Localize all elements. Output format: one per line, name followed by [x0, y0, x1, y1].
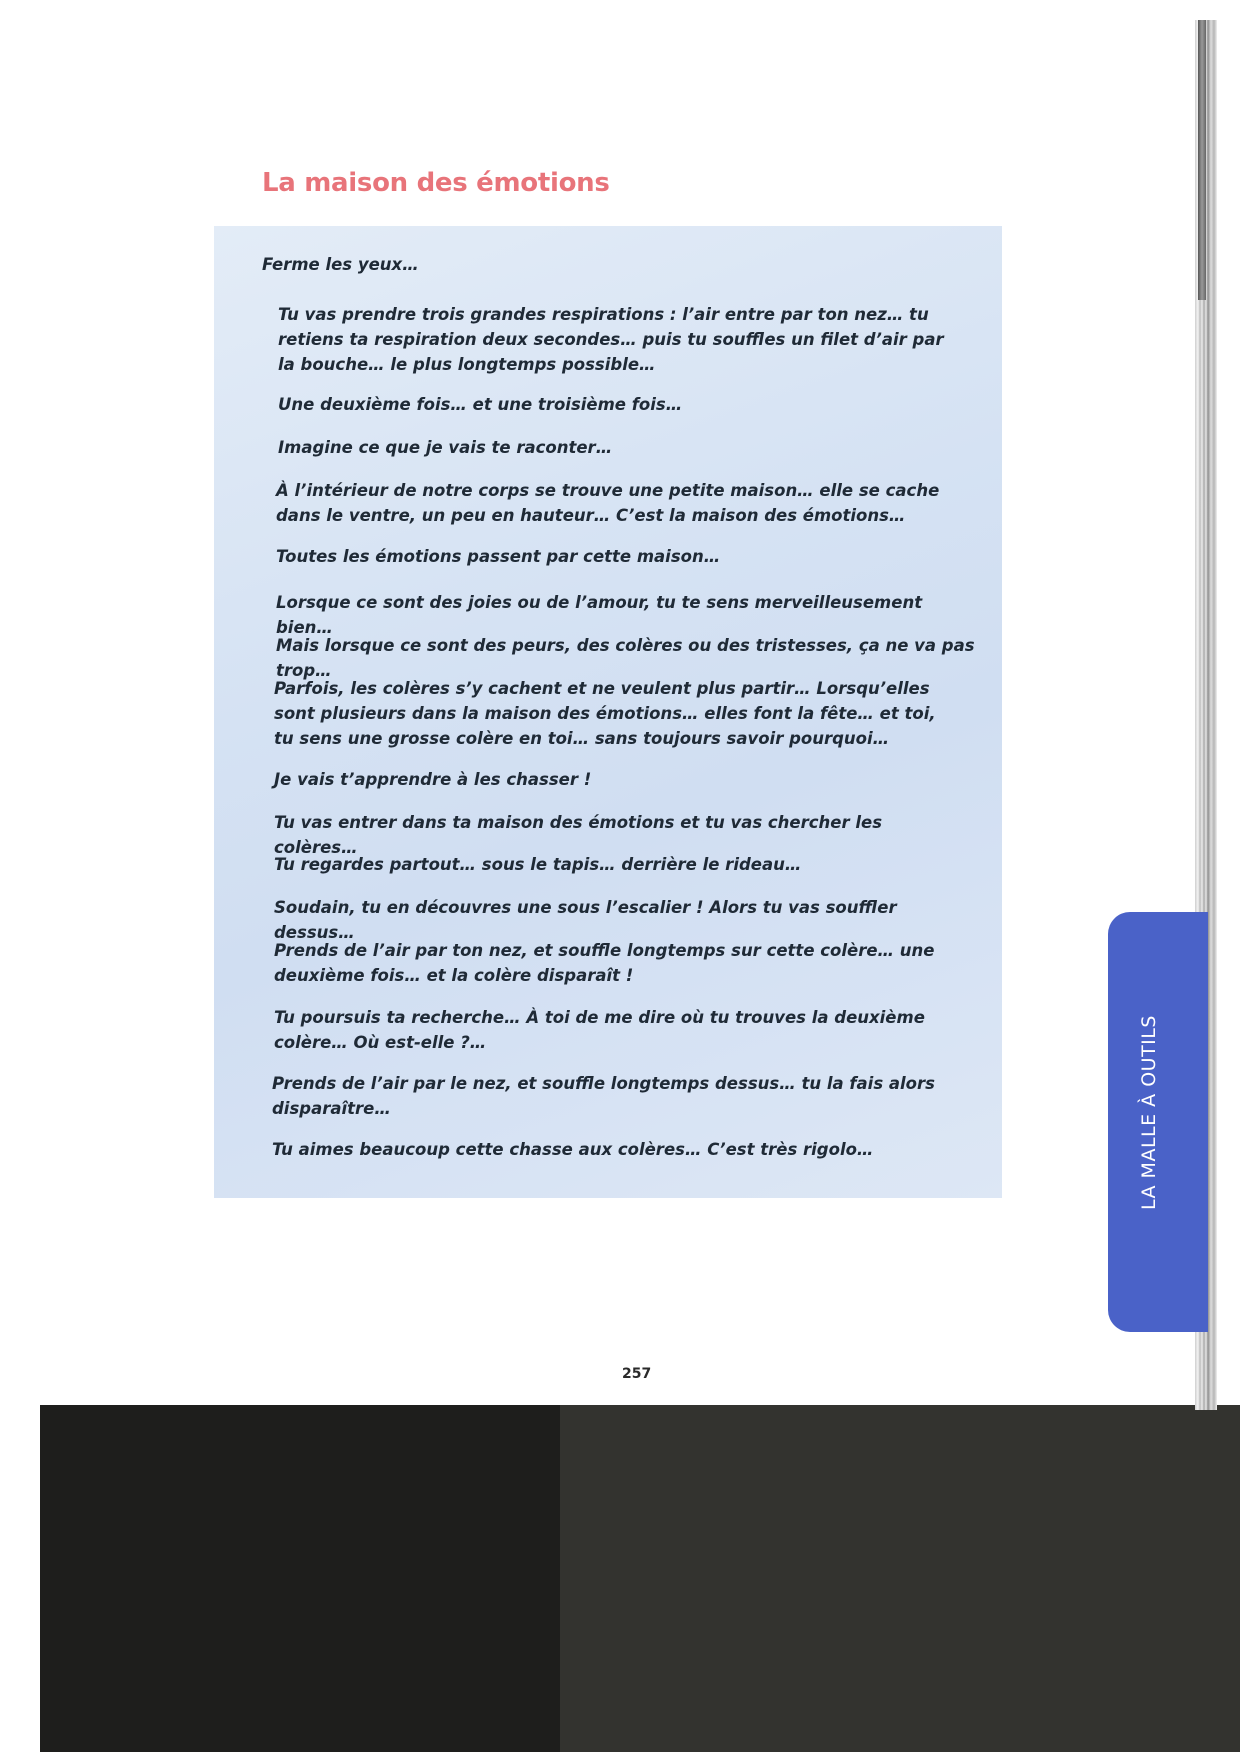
paragraph: Je vais t’apprendre à les chasser ! [274, 770, 592, 789]
paragraph: Tu vas entrer dans ta maison des émotions et tu vas chercher les colères… [274, 813, 883, 857]
paragraph: Tu aimes beaucoup cette chasse aux colères… C’est très rigolo… [272, 1140, 874, 1159]
paragraph: Tu regardes partout… sous le tapis… derrière le rideau… [274, 855, 802, 874]
paragraph: Toutes les émotions passent par cette maison… [276, 547, 721, 566]
paragraph: Prends de l’air par le nez, et souffle longtemps dessus… tu la fais alors disparaître… [272, 1074, 935, 1118]
paragraph: Imagine ce que je vais te raconter… [278, 438, 613, 457]
page-number: 257 [622, 1366, 652, 1382]
scan-background [40, 1405, 1240, 1752]
paragraph: Tu vas prendre trois grandes respirations : l’air entre par ton nez… tu retiens ta respiration deux secondes… puis tu souffles un filet d’air par la bouche… le plus longtemps possible… [278, 305, 944, 374]
paragraph: Ferme les yeux… [262, 255, 419, 274]
section-tab-label: LA MALLE À OUTILS [1138, 1015, 1160, 1210]
paragraph: Soudain, tu en découvres une sous l’escalier ! Alors tu vas souffler dessus… [274, 898, 897, 942]
paragraph: Mais lorsque ce sont des peurs, des colères ou des tristesses, ça ne va pas trop… [276, 636, 975, 680]
paragraph: À l’intérieur de notre corps se trouve une petite maison… elle se cache dans le ventre, un peu en hauteur… C’est la maison des émotions… [276, 481, 940, 525]
page-edges-shadow [1198, 20, 1206, 300]
paragraph: Parfois, les colères s’y cachent et ne veulent plus partir… Lorsqu’elles sont plusieurs dans la maison des émotions… elles font la fête… et toi, tu sens une grosse colère en toi… sans toujours savoir pourquoi… [274, 679, 936, 748]
paragraph: Tu poursuis ta recherche… À toi de me dire où tu trouves la deuxième colère… Où est-elle ?… [274, 1008, 925, 1052]
paragraph: Prends de l’air par ton nez, et souffle longtemps sur cette colère… une deuxième fois… et la colère disparaît ! [274, 941, 935, 985]
paragraph: Une deuxième fois… et une troisième fois… [278, 395, 683, 414]
page-title: La maison des émotions [262, 168, 610, 198]
paragraph: Lorsque ce sont des joies ou de l’amour, tu te sens merveilleusement bien… [276, 593, 923, 637]
